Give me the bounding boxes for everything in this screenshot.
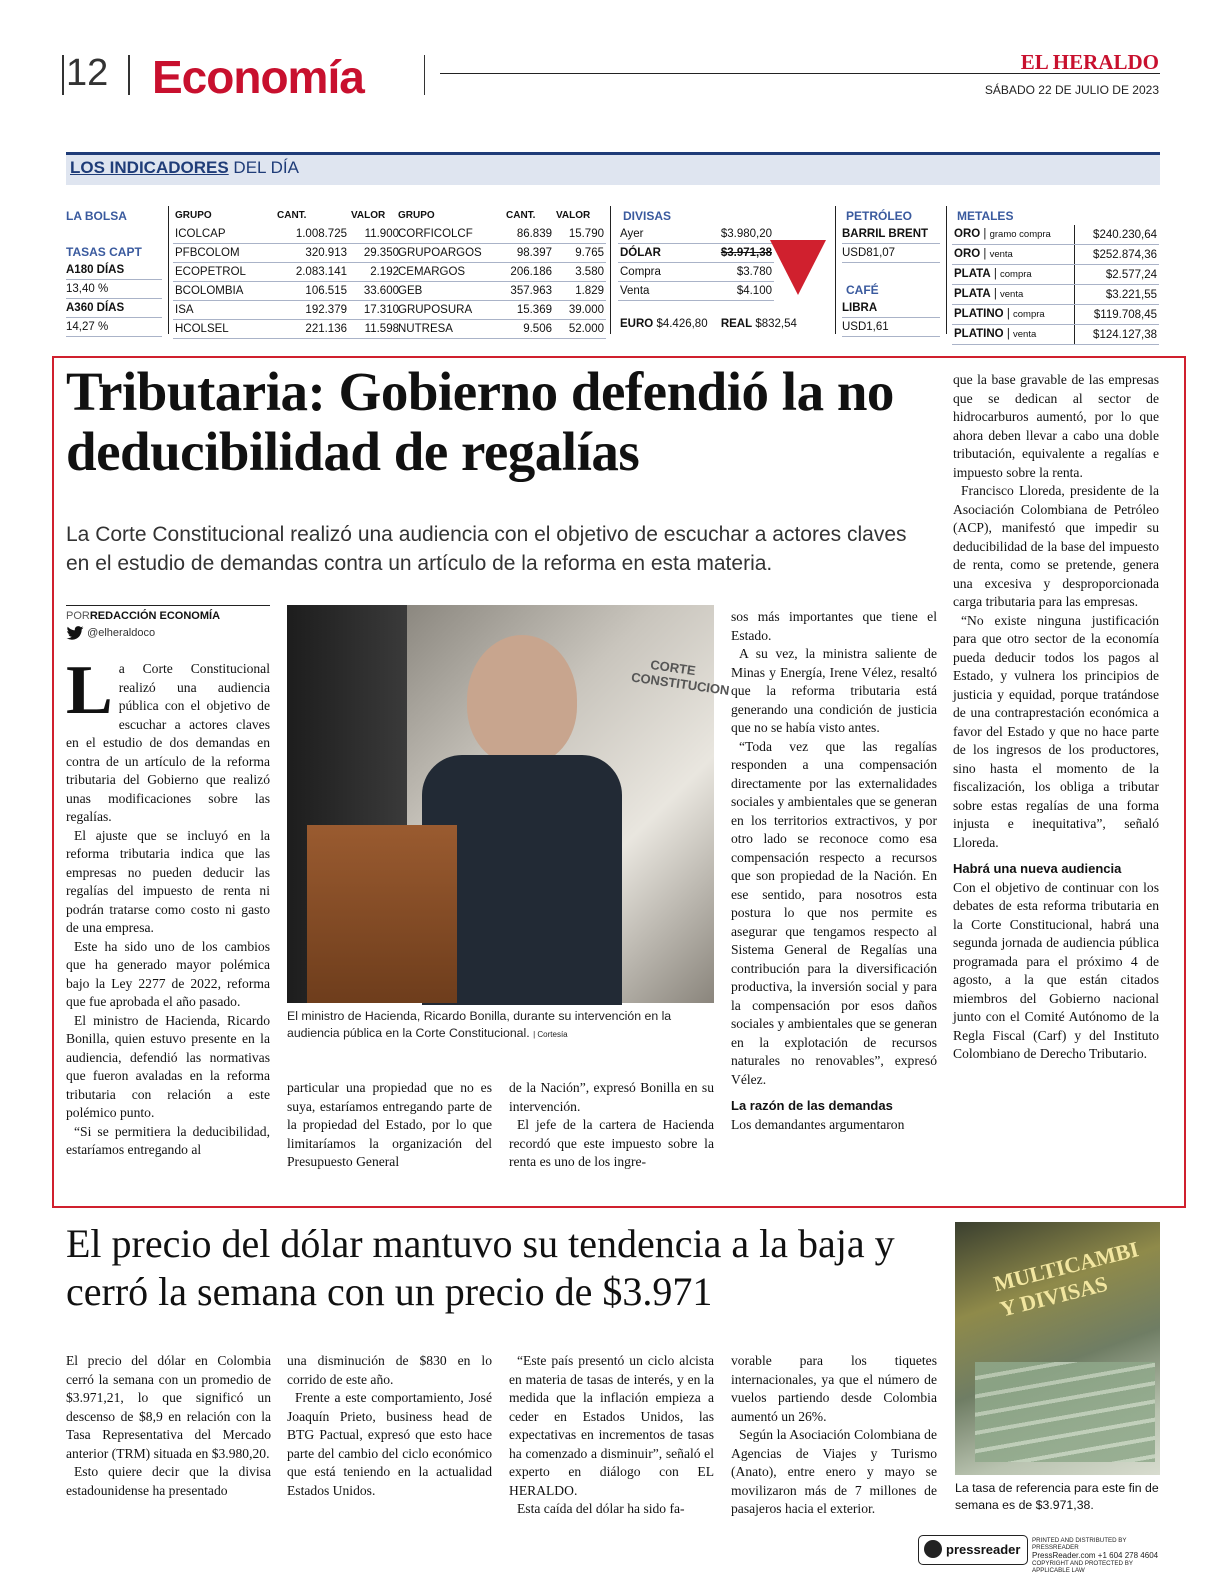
paragraph: sos más importantes que tiene el Estado.	[731, 609, 937, 643]
caption-text: El ministro de Hacienda, Ricardo Bonilla, durante su intervención en la audiencia pública en la Corte Constitucional.	[287, 1009, 672, 1040]
byline-name: REDACCIÓN ECONOMÍA	[89, 610, 221, 622]
column-2	[287, 1079, 492, 1172]
column-1	[66, 652, 270, 1160]
metal-name: ORO	[954, 228, 981, 240]
divider	[835, 206, 836, 334]
quantity: 1.008.725	[275, 225, 349, 244]
paragraph: “Este país presentó un ciclo alcista en materia de tasas de interés, y en la medida que la inflación empieza a ceder en Estados Unidos, las expectativas en incrementos de tasas ha comenzado a disminuir”, señaló el experto en diálogo con EL HERALDO.	[509, 1353, 714, 1498]
table-row	[952, 285, 1159, 305]
twitter-handle	[66, 626, 155, 640]
paragraph: A su vez, la ministra saliente de Minas y Energía, Irene Vélez, resaltó que la reforma tributaria está generando una condición de justicia que no se había visto antes.	[731, 646, 937, 735]
banknotes	[975, 1362, 1155, 1462]
paragraph: una disminución de $830 en lo corrido de este año.	[287, 1353, 492, 1387]
price: 39.000	[554, 301, 606, 320]
paragraph: a Corte Constitucional realizó una audiencia pública con el objetivo de escuchar a actores claves en el estudio de dos demandas en contra de un artículo de la reforma tributaria del Gobierno que realizó unas modificaciones sobre las regalías.	[66, 661, 270, 824]
column-5	[953, 371, 1159, 1064]
bolsa-block	[66, 207, 162, 337]
separator: |	[1003, 328, 1014, 340]
column-header: VALOR	[351, 210, 386, 221]
dropcap: L	[66, 652, 113, 729]
dateline: SÁBADO 22 DE JULIO DE 2023	[984, 83, 1159, 97]
table-row	[173, 282, 401, 301]
divider	[424, 55, 425, 95]
metal-name: ORO	[954, 248, 981, 260]
euro-label: EURO	[620, 318, 654, 330]
price: 1.829	[554, 282, 606, 301]
divider	[168, 206, 169, 334]
bolsa-label: LA BOLSA	[66, 209, 127, 223]
divisa-name: Compra	[618, 263, 694, 282]
metal-name: PLATINO	[954, 308, 1004, 320]
paragraph: El jefe de la cartera de Hacienda recordó que este impuesto sobre la renta es uno de los ingre-	[509, 1117, 714, 1169]
paragraph: Este ha sido uno de los cambios que ha generado mayor polémica bajo la Ley 2277 de 2022, reforma que fue aprobada el año pasado.	[66, 938, 270, 1009]
table-row	[952, 305, 1159, 325]
divisa-value: $4.100	[694, 282, 774, 301]
ticker: HCOLSEL	[173, 320, 275, 339]
tasas-label: TASAS CAPT	[66, 245, 142, 259]
page-number: 12	[66, 52, 109, 94]
stocks-table-1	[173, 207, 401, 339]
price: 15.790	[554, 225, 606, 244]
column-header: GRUPO	[398, 210, 435, 221]
subhead: Habrá una nueva audiencia	[953, 861, 1122, 876]
paragraph: particular una propiedad que no es suya, estaríamos entregando parte de la propiedad del Estado, por lo que limitaríamos la organización del Presupuesto General	[287, 1080, 492, 1169]
column-4	[731, 608, 937, 1134]
caption-credit: | Cortesía	[533, 1030, 568, 1039]
real-value: $832,54	[755, 318, 797, 330]
table-row	[952, 325, 1159, 345]
s2-column-2	[287, 1352, 492, 1500]
petroleo-block	[842, 207, 940, 337]
euro-value: $4.426,80	[656, 318, 708, 330]
ticker: NUTRESA	[396, 320, 504, 339]
ticker: ECOPETROL	[173, 263, 275, 282]
metal-price: $2.577,24	[1075, 265, 1160, 285]
paragraph: Francisco Lloreda, presidente de la Asociación Colombiana de Petróleo (ACP), manifestó que impedir su deducibilidad de la base del impuesto de renta, como se pretende, genera una excesiva y desproporcionada carga tributaria para las empresas.	[953, 483, 1159, 609]
section-title: Economía	[152, 51, 364, 103]
paragraph: El ministro de Hacienda, Ricardo Bonilla, quien estuvo presente en la audiencia, defendió las normativas que fueron avaladas en la reforma tributaria con relación a este polémico punto.	[66, 1012, 270, 1120]
paragraph: El ajuste que se incluyó en la reforma tributaria indica que las empresas no pueden deducir las regalías del impuesto de renta ni podrán tratarse como costo ni gasto de una empresa.	[66, 827, 270, 935]
divisa-name: DÓLAR	[618, 244, 694, 263]
table-row	[173, 301, 401, 320]
metal-name: PLATA	[954, 268, 991, 280]
ticker: GEB	[396, 282, 504, 301]
quantity: 320.913	[275, 244, 349, 263]
paragraph: El precio del dólar en Colombia cerró la semana con un promedio de $3.971,21, lo que significó un descenso de $8,9 en relación con la Tasa Representativa del Mercado anterior (TRM) situada en $3.980,20.	[66, 1353, 271, 1461]
table-row	[396, 282, 606, 301]
quantity: 106.515	[275, 282, 349, 301]
quantity: 9.506	[504, 320, 554, 339]
cafe-value: USD1,61	[842, 318, 940, 337]
headline-2: El precio del dólar mantuvo su tendencia a la baja y cerró la semana con un precio de $3.971	[66, 1221, 895, 1314]
photo-shape	[467, 635, 577, 765]
price: 9.765	[554, 244, 606, 263]
paragraph: Con el objetivo de continuar con los debates de esta reforma tributaria en la Corte Constitucional, habrá una segunda jornada de audiencia pública programada para el próximo 4 de agosto, a la que están citados miembros del Gobierno nacional junto con el Comité Autónomo de la Regla Fiscal (Carf) y del Instituto Colombiano de Derecho Tributario.	[953, 879, 1159, 1061]
s2-column-3	[509, 1352, 714, 1519]
stocks-table-2	[396, 207, 606, 339]
quantity: 15.369	[504, 301, 554, 320]
ticker: GRUPOARGOS	[396, 244, 504, 263]
paragraph: Esto quiere decir que la divisa estadounidense ha presentado	[66, 1464, 271, 1498]
metal-unit: gramo compra	[989, 229, 1051, 240]
metal-unit: compra	[1013, 309, 1045, 320]
tasa-term: A180 DÍAS	[66, 261, 162, 280]
column-header: CANT.	[277, 210, 307, 221]
s2-column-1	[66, 1352, 271, 1500]
page-number-bar	[62, 55, 64, 95]
logo-text: pressreader	[946, 1542, 1021, 1557]
price: 29.350	[349, 244, 401, 263]
indicators-title: LOS INDICADORES DEL DÍA	[70, 158, 299, 177]
metal-price: $3.221,55	[1075, 285, 1160, 305]
tasa-value: 14,27 %	[66, 318, 162, 337]
cafe-label: CAFÉ	[846, 283, 879, 297]
petroleo-label: PETRÓLEO	[846, 209, 913, 223]
paragraph: “Toda vez que las regalías responden a una compensación directamente por las externalidades sociales y ambientales que se generan en los territorios extractivos, y por otro lado se reconoce como esa compensación respecto a recursos que son propiedad de la Nación. En ese sentido, para nosotros esta postura lo que nos permite es asegurar que tengamos respecto al Sistema General de Regalías una contribución para la diversificación productiva, la inversión social y para la compensación por esos daños sociales y ambientales que se generan en la explotación de recursos naturales no renovables”, expresó Vélez.	[731, 738, 937, 1087]
ticker: PFBCOLOM	[173, 244, 275, 263]
paragraph: Esta caída del dólar ha sido fa-	[517, 1501, 685, 1516]
quantity: 86.839	[504, 225, 554, 244]
table-row	[173, 320, 401, 339]
metal-unit: venta	[1013, 329, 1037, 340]
table-row	[396, 263, 606, 282]
quantity: 98.397	[504, 244, 554, 263]
byline	[66, 605, 270, 622]
metal-name: PLATA	[954, 288, 991, 300]
handle-text: @elheraldoco	[87, 626, 156, 639]
table-row	[952, 245, 1159, 265]
paragraph: Frente a este comportamiento, José Joaquín Prieto, business head de BTG Pactual, expresó que esto hace parte del cambio del ciclo económico que está teniendo en la actualidad Estados Unidos.	[287, 1390, 492, 1498]
separator: |	[980, 248, 990, 260]
separator: |	[980, 228, 990, 240]
pressreader-icon	[924, 1540, 942, 1558]
separator: |	[990, 268, 1001, 280]
down-arrow-icon	[770, 240, 826, 295]
photo-backdrop-text: CORTE CONSTITUCION	[630, 656, 731, 699]
ticker: ICOLCAP	[173, 225, 275, 244]
quantity: 357.963	[504, 282, 554, 301]
petroleo-value: USD81,07	[842, 244, 940, 263]
tasa-value: 13,40 %	[66, 280, 162, 299]
metal-unit: venta	[989, 249, 1013, 260]
notice-line: COPYRIGHT AND PROTECTED BY APPLICABLE LAW	[1032, 1560, 1133, 1574]
ticker: GRUPOSURA	[396, 301, 504, 320]
cafe-item: LIBRA	[842, 299, 940, 318]
exchange-house-photo	[955, 1222, 1160, 1475]
divisa-value: $3.980,20	[694, 225, 774, 244]
metal-price: $119.708,45	[1075, 305, 1160, 325]
price: 52.000	[554, 320, 606, 339]
metal-name: PLATINO	[954, 328, 1004, 340]
divisas-label: DIVISAS	[623, 209, 672, 223]
pressreader-logo	[918, 1535, 1028, 1565]
price: 17.310	[349, 301, 401, 320]
paragraph: vorable para los tiquetes internacionales, ya que el número de vuelos partiendo desde Colombia aumentó un 26%.	[731, 1353, 937, 1424]
table-row	[952, 225, 1159, 245]
table-row	[396, 225, 606, 244]
metal-unit: compra	[1000, 269, 1032, 280]
deck: La Corte Constitucional realizó una audiencia con el objetivo de escuchar a actores claves en el estudio de demandas contra un artículo de la reforma en esta materia.	[66, 523, 907, 575]
metal-unit: venta	[1000, 289, 1024, 300]
metal-price: $124.127,38	[1075, 325, 1160, 345]
ticker: CEMARGOS	[396, 263, 504, 282]
divisa-value: $3.780	[694, 263, 774, 282]
quantity: 2.083.141	[275, 263, 349, 282]
ticker: BCOLOMBIA	[173, 282, 275, 301]
table-row	[396, 244, 606, 263]
separator: |	[1003, 308, 1014, 320]
divider	[128, 55, 130, 95]
price: 33.600	[349, 282, 401, 301]
ticker: CORFICOLCF	[396, 225, 504, 244]
paragraph: Según la Asociación Colombiana de Agencias de Viajes y Turismo (Anato), entre enero y mayo se movilizaron más de 7 millones de pasajeros hacia el exterior.	[731, 1427, 937, 1516]
paragraph: “Si se permitiera la deducibilidad, estaríamos entregando al	[66, 1123, 270, 1157]
price: 3.580	[554, 263, 606, 282]
quantity: 192.379	[275, 301, 349, 320]
metales-label: METALES	[957, 209, 1014, 223]
quantity: 221.136	[275, 320, 349, 339]
twitter-icon	[66, 626, 84, 640]
minister-photo	[287, 605, 731, 1003]
table-row	[396, 320, 606, 339]
dolar-value: $3.971,38	[694, 244, 774, 263]
paragraph: que la base gravable de las empresas que se dedican al sector de hidrocarburos aumentó, por lo que ahora deben llevar a cabo una doble tributación, equivalente a regalías e impuesto sobre la renta.	[953, 372, 1159, 480]
table-row	[173, 225, 401, 244]
pressreader-notice	[1032, 1537, 1162, 1574]
podium	[307, 825, 457, 1003]
notice-line: PressReader.com +1 604 278 4604	[1032, 1551, 1159, 1560]
sign-text: MULTICAMBI Y DIVISAS	[991, 1236, 1142, 1322]
column-header: GRUPO	[175, 210, 212, 221]
newspaper-logo: EL HERALDO	[1020, 50, 1159, 74]
metal-price: $240.230,64	[1075, 225, 1160, 245]
headline: Tributaria: Gobierno defendió la no deducibilidad de regalías	[66, 361, 894, 482]
divisa-name: Venta	[618, 282, 694, 301]
column-header: CANT.	[506, 210, 536, 221]
price: 11.900	[349, 225, 401, 244]
price: 2.192	[349, 263, 401, 282]
divisa-name: Ayer	[618, 225, 694, 244]
metales-block	[952, 207, 1159, 345]
table-row	[173, 263, 401, 282]
quantity: 206.186	[504, 263, 554, 282]
table-row	[396, 301, 606, 320]
photo-caption-2: La tasa de referencia para este fin de semana es de $3.971,38.	[955, 1481, 1159, 1512]
paragraph: Los demandantes argumentaron	[731, 1116, 905, 1132]
column-3	[509, 1079, 714, 1172]
metal-price: $252.874,36	[1075, 245, 1160, 265]
s2-column-4	[731, 1352, 937, 1519]
real-label: REAL	[720, 318, 753, 330]
ticker: ISA	[173, 301, 275, 320]
byline-por: POR	[66, 610, 90, 622]
petroleo-item: BARRIL BRENT	[842, 225, 940, 244]
separator: |	[990, 288, 1001, 300]
notice-line: PRINTED AND DISTRIBUTED BY PRESSREADER	[1032, 1537, 1127, 1551]
tasa-term: A360 DÍAS	[66, 299, 162, 318]
table-row	[952, 265, 1159, 285]
price: 11.598	[349, 320, 401, 339]
table-row	[173, 244, 401, 263]
paragraph: de la Nación”, expresó Bonilla en su intervención.	[509, 1080, 714, 1114]
photo-caption	[287, 1008, 717, 1043]
divider	[946, 206, 947, 334]
paragraph: “No existe ninguna justificación para que otro sector de la economía pueda deducir todos los pagos al Estado, y vulnera los principios de justicia y equidad, porque tratándose de una contraprestación económica a favor del Estado y que no hace parte de los ingresos de los productores, sino hasta el momento de la fiscalización, los obliga a tributar sobre estas regalías de una forma injusta e inequitativa”, señaló Lloreda.	[953, 612, 1159, 850]
divider	[610, 206, 611, 334]
column-header: VALOR	[556, 210, 591, 221]
subhead: La razón de las demandas	[731, 1098, 893, 1113]
